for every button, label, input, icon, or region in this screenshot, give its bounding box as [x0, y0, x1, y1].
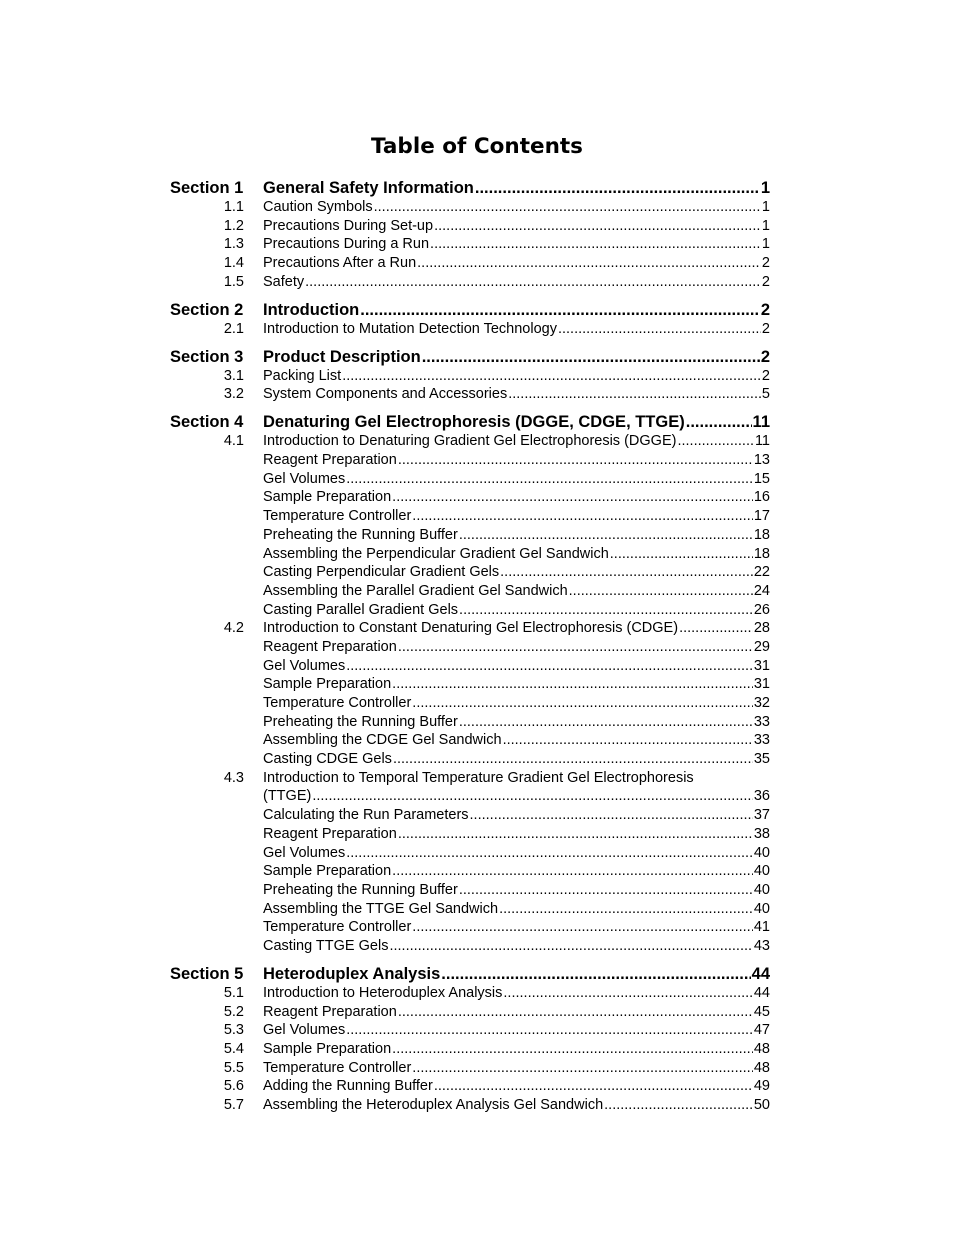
dot-leader — [392, 488, 753, 507]
dot-leader — [346, 1021, 753, 1040]
item-entry[interactable] — [263, 1077, 770, 1096]
toc-item-row-continued — [170, 787, 770, 806]
toc-item-row — [170, 731, 770, 750]
toc-item-row — [170, 601, 770, 620]
dot-leader — [500, 563, 753, 582]
item-page-number: 2 — [761, 320, 770, 337]
item-page-number: 40 — [753, 863, 770, 880]
item-title: Precautions During Set-up — [263, 217, 434, 234]
section-title: Product Description — [263, 347, 421, 366]
item-page-number: 2 — [761, 367, 770, 384]
toc-item-row — [170, 273, 770, 292]
item-number: 5.4 — [223, 1041, 244, 1057]
item-entry[interactable] — [263, 198, 770, 217]
dot-leader — [398, 1003, 753, 1022]
item-page-number: 41 — [753, 919, 770, 936]
toc-item-row — [170, 1059, 770, 1078]
section-heading-row — [170, 178, 770, 198]
section-heading-row — [170, 300, 770, 320]
item-title: Sample Preparation — [263, 676, 392, 693]
dot-leader — [459, 601, 753, 620]
item-entry[interactable] — [263, 254, 770, 273]
item-entry[interactable] — [263, 638, 770, 657]
dot-leader — [499, 900, 753, 919]
item-entry[interactable] — [263, 825, 770, 844]
item-entry[interactable] — [263, 507, 770, 526]
dot-leader — [679, 619, 753, 638]
item-page-number: 18 — [753, 526, 770, 543]
dot-leader — [374, 198, 761, 217]
section-page-number: 2 — [760, 347, 770, 366]
item-entry[interactable] — [263, 470, 770, 489]
item-title: System Components and Accessories — [263, 386, 508, 403]
item-page-number: 40 — [753, 900, 770, 917]
item-entry[interactable] — [263, 694, 770, 713]
item-entry[interactable] — [263, 918, 770, 937]
dot-leader — [475, 178, 760, 198]
item-title: (TTGE) — [263, 788, 312, 805]
toc-item-row — [170, 582, 770, 601]
dot-leader — [569, 582, 753, 601]
item-entry[interactable] — [263, 1059, 770, 1078]
item-title: Sample Preparation — [263, 863, 392, 880]
item-page-number: 13 — [753, 452, 770, 469]
item-entry[interactable] — [263, 563, 770, 582]
dot-leader — [417, 254, 761, 273]
item-title: Sample Preparation — [263, 489, 392, 506]
item-entry[interactable] — [263, 675, 770, 694]
item-page-number: 1 — [761, 236, 770, 253]
item-number: 5.3 — [223, 1022, 244, 1039]
item-entry[interactable] — [263, 545, 770, 564]
item-title: Reagent Preparation — [263, 638, 397, 655]
item-number: 5.1 — [223, 984, 244, 1001]
toc-item-row — [170, 563, 770, 582]
item-title: Assembling the Parallel Gradient Gel Sandwich — [263, 582, 568, 599]
dot-leader — [412, 507, 753, 526]
item-entry[interactable] — [263, 787, 770, 806]
toc-item-row — [170, 470, 770, 489]
section-heading-row — [170, 412, 770, 432]
dot-leader — [503, 984, 752, 1003]
toc-item-row — [170, 881, 770, 900]
item-number: 1.5 — [223, 273, 244, 290]
section-heading-row — [170, 347, 770, 367]
item-entry[interactable] — [263, 273, 770, 292]
item-entry[interactable] — [263, 713, 770, 732]
section-label: Section 3 — [170, 347, 244, 366]
item-title: Safety — [263, 273, 305, 290]
item-title: Temperature Controller — [263, 919, 412, 936]
item-page-number: 1 — [761, 199, 770, 215]
toc-item-row — [170, 750, 770, 769]
item-page-number: 5 — [761, 386, 770, 403]
item-page-number: 2 — [761, 255, 770, 272]
dot-leader — [305, 273, 761, 292]
dot-leader — [459, 713, 753, 732]
item-title: Introduction to Heteroduplex Analysis — [263, 984, 503, 1001]
table-of-contents — [170, 178, 770, 1115]
item-title: Introduction to Denaturing Gradient Gel Electrophoresis (DGGE) — [263, 433, 677, 450]
item-entry[interactable] — [263, 881, 770, 900]
item-page-number: 15 — [753, 470, 770, 487]
section-entry[interactable] — [263, 178, 770, 198]
dot-leader — [558, 320, 761, 339]
toc-item-row — [170, 918, 770, 937]
toc-item-row — [170, 526, 770, 545]
toc-item-row — [170, 675, 770, 694]
toc-item-row — [170, 367, 770, 386]
item-title: Gel Volumes — [263, 1022, 346, 1039]
item-title: Introduction to Mutation Detection Technology — [263, 320, 557, 337]
toc-item-row — [170, 545, 770, 564]
item-entry[interactable] — [263, 451, 770, 470]
item-title: Temperature Controller — [263, 695, 412, 712]
dot-leader — [398, 451, 753, 470]
toc-item-row — [170, 385, 770, 404]
toc-item-row — [170, 1003, 770, 1022]
item-number: 3.2 — [223, 386, 244, 403]
item-title: Gel Volumes — [263, 657, 346, 674]
section-page-number: 11 — [752, 413, 770, 432]
item-entry[interactable] — [263, 526, 770, 545]
item-page-number: 44 — [753, 984, 770, 1001]
toc-item-row — [170, 619, 770, 638]
item-entry[interactable] — [263, 862, 770, 881]
item-title: Assembling the CDGE Gel Sandwich — [263, 732, 502, 749]
toc-item-row — [170, 806, 770, 825]
item-page-number: 40 — [753, 844, 770, 861]
item-page-number: 24 — [753, 582, 770, 599]
toc-item-row — [170, 217, 770, 236]
item-page-number: 1 — [761, 217, 770, 234]
item-title: Assembling the Heteroduplex Analysis Gel Sandwich — [263, 1097, 604, 1114]
item-entry[interactable] — [263, 1096, 770, 1115]
toc-item-row — [170, 254, 770, 273]
item-title: Gel Volumes — [263, 470, 346, 487]
toc-item-row — [170, 235, 770, 254]
dot-leader — [508, 385, 761, 404]
item-entry[interactable] — [263, 582, 770, 601]
item-title: Sample Preparation — [263, 1041, 392, 1057]
item-entry[interactable] — [263, 657, 770, 676]
dot-leader — [459, 526, 753, 545]
section-label: Section 1 — [170, 179, 244, 197]
dot-leader — [412, 694, 753, 713]
section-title: Denaturing Gel Electrophoresis (DGGE, CDGE, TTGE) — [263, 413, 685, 432]
item-entry[interactable] — [263, 619, 770, 638]
item-title[interactable]: Introduction to Temporal Temperature Gradient Gel Electrophoresis — [263, 769, 694, 786]
item-page-number: 36 — [753, 788, 770, 805]
section-entry[interactable] — [263, 347, 770, 367]
item-page-number: 11 — [754, 433, 770, 450]
dot-leader — [434, 217, 761, 236]
item-entry[interactable] — [263, 432, 770, 451]
item-page-number: 16 — [753, 489, 770, 506]
item-title: Casting Parallel Gradient Gels — [263, 601, 459, 618]
toc-item-row — [170, 451, 770, 470]
item-page-number: 29 — [753, 638, 770, 655]
dot-leader — [503, 731, 753, 750]
item-number: 2.1 — [223, 320, 244, 337]
item-page-number: 35 — [753, 751, 770, 768]
item-page-number: 48 — [753, 1041, 770, 1057]
item-title: Reagent Preparation — [263, 1003, 397, 1020]
item-number: 1.4 — [223, 255, 244, 272]
dot-leader — [677, 432, 753, 451]
item-entry[interactable] — [263, 235, 770, 254]
section-title: General Safety Information — [263, 179, 474, 197]
item-number: 5.5 — [223, 1059, 244, 1076]
section-entry[interactable] — [263, 412, 770, 432]
item-entry[interactable] — [263, 1003, 770, 1022]
item-title: Reagent Preparation — [263, 825, 397, 842]
section-entry[interactable] — [263, 300, 770, 320]
item-number: 5.2 — [223, 1003, 244, 1020]
item-title: Assembling the TTGE Gel Sandwich — [263, 900, 499, 917]
item-page-number: 43 — [753, 937, 770, 954]
section-heading-row — [170, 964, 770, 984]
item-number: 5.7 — [223, 1097, 244, 1114]
dot-leader — [470, 806, 753, 825]
item-entry[interactable] — [263, 385, 770, 404]
section-page-number: 1 — [760, 179, 770, 197]
dot-leader — [392, 1040, 753, 1059]
toc-item-row — [170, 713, 770, 732]
item-page-number: 33 — [753, 732, 770, 749]
item-page-number: 26 — [753, 601, 770, 618]
dot-leader — [360, 300, 760, 320]
toc-item-row — [170, 844, 770, 863]
dot-leader — [412, 918, 753, 937]
dot-leader — [392, 862, 753, 881]
dot-leader — [398, 825, 753, 844]
item-page-number: 32 — [753, 695, 770, 712]
item-title: Casting TTGE Gels — [263, 937, 389, 954]
item-title: Assembling the Perpendicular Gradient Gel Sandwich — [263, 545, 609, 562]
dot-leader — [412, 1059, 753, 1078]
item-title: Casting Perpendicular Gradient Gels — [263, 564, 500, 581]
toc-item-row — [170, 432, 770, 451]
item-title: Preheating the Running Buffer — [263, 713, 458, 730]
item-entry[interactable] — [263, 320, 770, 339]
toc-item-row — [170, 1077, 770, 1096]
dot-leader — [346, 470, 753, 489]
dot-leader — [398, 638, 753, 657]
item-number: 4.2 — [223, 620, 244, 637]
item-page-number: 31 — [753, 657, 770, 674]
dot-leader — [389, 937, 752, 956]
section-label: Section 2 — [170, 300, 244, 319]
item-page-number: 22 — [753, 564, 770, 581]
item-title: Reagent Preparation — [263, 452, 397, 469]
toc-item-row — [170, 638, 770, 657]
dot-leader — [434, 1077, 753, 1096]
dot-leader — [346, 657, 753, 676]
dot-leader — [342, 367, 761, 386]
section-title: Introduction — [263, 300, 360, 319]
toc-item-row — [170, 657, 770, 676]
toc-item-row — [170, 900, 770, 919]
dot-leader — [604, 1096, 753, 1115]
page-title: Table of Contents — [371, 134, 583, 159]
dot-leader — [430, 235, 761, 254]
item-number: 1.1 — [223, 199, 244, 215]
item-page-number: 33 — [753, 713, 770, 730]
item-page-number: 49 — [753, 1078, 770, 1095]
item-number: 1.3 — [223, 236, 244, 253]
item-page-number: 45 — [753, 1003, 770, 1020]
item-title: Packing List — [263, 367, 342, 384]
dot-leader — [422, 347, 760, 367]
toc-item-row — [170, 1040, 770, 1059]
item-entry[interactable] — [263, 731, 770, 750]
item-entry[interactable] — [263, 1021, 770, 1040]
item-page-number: 38 — [753, 825, 770, 842]
dot-leader — [686, 412, 752, 432]
item-title: Preheating the Running Buffer — [263, 881, 458, 898]
item-entry[interactable] — [263, 750, 770, 769]
item-title: Calculating the Run Parameters — [263, 807, 469, 824]
item-entry[interactable] — [263, 1040, 770, 1059]
item-number: 4.3 — [223, 769, 244, 786]
toc-item-row — [170, 198, 770, 217]
section-label: Section 4 — [170, 413, 244, 432]
item-title: Caution Symbols — [263, 199, 373, 215]
section-label: Section 5 — [170, 964, 244, 983]
dot-leader — [441, 964, 750, 984]
item-number: 5.6 — [223, 1078, 244, 1095]
toc-item-row — [170, 937, 770, 956]
item-page-number: 18 — [753, 545, 770, 562]
toc-item-row — [170, 488, 770, 507]
toc-item-row — [170, 507, 770, 526]
item-title: Precautions During a Run — [263, 236, 430, 253]
item-entry[interactable] — [263, 488, 770, 507]
item-number: 1.2 — [223, 217, 244, 234]
dot-leader — [392, 675, 753, 694]
dot-leader — [312, 787, 753, 806]
item-page-number: 40 — [753, 881, 770, 898]
dot-leader — [459, 881, 753, 900]
item-page-number: 31 — [753, 676, 770, 693]
item-page-number: 2 — [761, 273, 770, 290]
item-page-number: 28 — [753, 620, 770, 637]
section-page-number: 44 — [751, 964, 770, 983]
item-entry[interactable] — [263, 217, 770, 236]
item-entry[interactable] — [263, 937, 770, 956]
item-title: Casting CDGE Gels — [263, 751, 392, 768]
dot-leader — [610, 545, 753, 564]
item-entry[interactable] — [263, 984, 770, 1003]
item-title: Adding the Running Buffer — [263, 1078, 433, 1095]
item-entry[interactable] — [263, 900, 770, 919]
item-entry[interactable] — [263, 601, 770, 620]
dot-leader — [346, 844, 753, 863]
item-title: Introduction to Constant Denaturing Gel Electrophoresis (CDGE) — [263, 620, 679, 637]
item-page-number: 50 — [753, 1097, 770, 1114]
section-page-number: 2 — [760, 300, 770, 319]
item-page-number: 47 — [753, 1022, 770, 1039]
toc-item-row — [170, 1021, 770, 1040]
toc-item-row — [170, 862, 770, 881]
toc-item-row — [170, 694, 770, 713]
item-title: Gel Volumes — [263, 844, 346, 861]
dot-leader — [393, 750, 753, 769]
item-title: Preheating the Running Buffer — [263, 526, 458, 543]
item-page-number: 37 — [753, 807, 770, 824]
toc-item-row — [170, 825, 770, 844]
toc-item-row — [170, 769, 770, 788]
item-number: 4.1 — [223, 433, 244, 450]
toc-item-row — [170, 984, 770, 1003]
section-entry[interactable] — [263, 964, 770, 984]
item-title: Temperature Controller — [263, 508, 412, 525]
section-title: Heteroduplex Analysis — [263, 964, 441, 983]
item-page-number: 17 — [753, 508, 770, 525]
item-number: 3.1 — [223, 367, 244, 384]
toc-item-row — [170, 1096, 770, 1115]
item-entry[interactable] — [263, 844, 770, 863]
item-title: Temperature Controller — [263, 1059, 412, 1076]
item-entry[interactable] — [263, 367, 770, 386]
item-title: Precautions After a Run — [263, 255, 417, 272]
toc-item-row — [170, 320, 770, 339]
item-entry[interactable] — [263, 806, 770, 825]
item-page-number: 48 — [753, 1059, 770, 1076]
